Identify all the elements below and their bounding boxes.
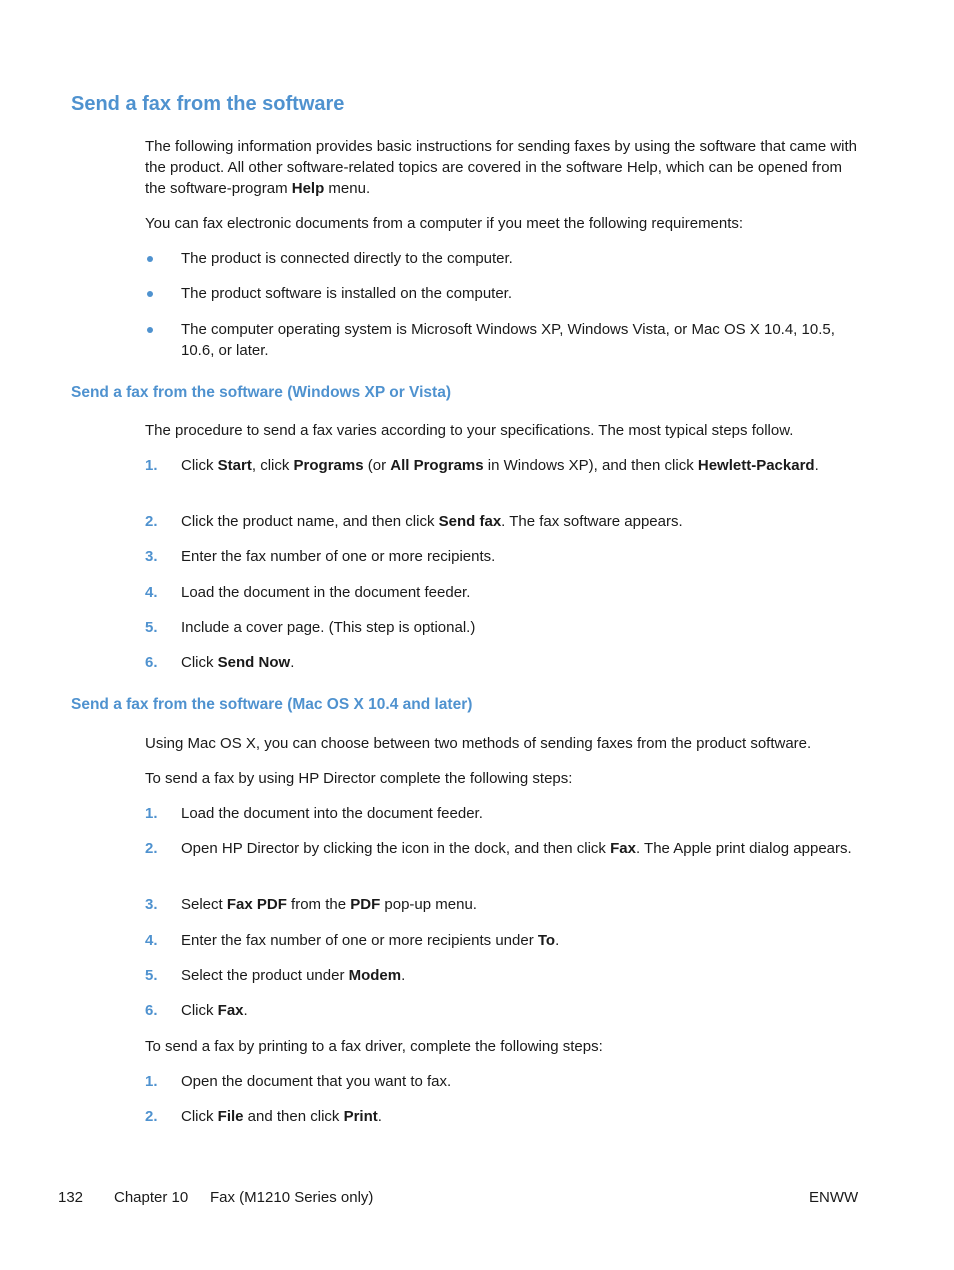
bullet-icon [147,256,153,262]
bullet-item [145,319,865,361]
driver-step [145,1106,865,1127]
step-text: Click Fax. [181,1002,248,1019]
chapter-title: Fax (M1210 Series only) [210,1189,374,1206]
step-text: Open the document that you want to fax. [181,1073,452,1090]
step-text: Select Fax PDF from the PDF pop-up menu. [181,896,477,913]
director-step [145,838,865,859]
step-text: Click Start, click Programs (or All Programs in Windows XP), and then click Hewlett-Packard. [181,457,819,474]
bullet-text: The product software is installed on the computer. [181,285,513,302]
step-number: 4. [145,932,158,949]
windows-step [145,511,865,532]
bullet-text: The computer operating system is Microsoft Windows XP, Windows Vista, or Mac OS X 10.4, 10.5, 10.6, or later. [181,321,835,359]
step-number: 5. [145,967,158,984]
step-number: 5. [145,619,158,636]
windows-intro: The procedure to send a fax varies according to your specifications. The most typical steps follow. [145,422,794,439]
step-number: 1. [145,1073,158,1090]
windows-step [145,455,865,476]
bullet-item [145,283,865,304]
step-text: Include a cover page. (This step is optional.) [181,619,476,636]
locale-code: ENWW [809,1189,859,1206]
director-step [145,965,865,986]
director-step [145,1000,865,1021]
step-number: 1. [145,457,158,474]
intro-text: The following information provides basic instructions for sending faxes by using the software that came with the product. All other software-related topics are covered in the software Help, which can be opened from the software-program [145,138,858,197]
step-text: Load the document in the document feeder. [181,584,471,601]
intro-text-end: menu. [324,180,371,197]
mac-intro: Using Mac OS X, you can choose between two methods of sending faxes from the product software. [145,735,812,752]
windows-step [145,546,865,567]
page-number: 132 [58,1189,84,1206]
driver-intro: To send a fax by printing to a fax driver, complete the following steps: [145,1038,603,1055]
step-number: 6. [145,1002,158,1019]
windows-heading: Send a fax from the software (Windows XP or Vista) [71,384,451,401]
bullet-item [145,248,865,269]
step-number: 4. [145,584,158,601]
step-number: 2. [145,513,158,530]
bullet-icon [147,291,153,297]
step-number: 3. [145,548,158,565]
windows-step [145,617,865,638]
director-intro: To send a fax by using HP Director complete the following steps: [145,770,573,787]
step-text: Click the product name, and then click Send fax. The fax software appears. [181,513,683,530]
mac-heading: Send a fax from the software (Mac OS X 10.4 and later) [71,696,473,713]
step-text: Enter the fax number of one or more recipients under To. [181,932,560,949]
requirements-intro: You can fax electronic documents from a computer if you meet the following requirements: [145,215,744,232]
windows-step [145,652,865,673]
step-text: Select the product under Modem. [181,967,406,984]
director-step [145,930,865,951]
step-text: Click Send Now. [181,654,295,671]
director-step [145,894,865,915]
chapter-label: Chapter 10 [114,1189,189,1206]
bullet-icon [147,327,153,333]
step-number: 1. [145,805,158,822]
driver-step [145,1071,865,1092]
windows-step [145,582,865,603]
director-step [145,803,865,824]
section-title: Send a fax from the software [71,93,345,115]
step-number: 3. [145,896,158,913]
step-text: Load the document into the document feeder. [181,805,483,822]
bullet-text: The product is connected directly to the computer. [181,250,513,267]
step-number: 2. [145,1108,158,1125]
step-text: Enter the fax number of one or more recipients. [181,548,496,565]
help-menu-term: Help [291,180,325,197]
step-number: 6. [145,654,158,671]
step-text: Click File and then click Print. [181,1108,382,1125]
step-number: 2. [145,840,158,857]
step-text: Open HP Director by clicking the icon in the dock, and then click Fax. The Apple print dialog appears. [181,840,852,857]
intro-paragraph [145,136,865,199]
